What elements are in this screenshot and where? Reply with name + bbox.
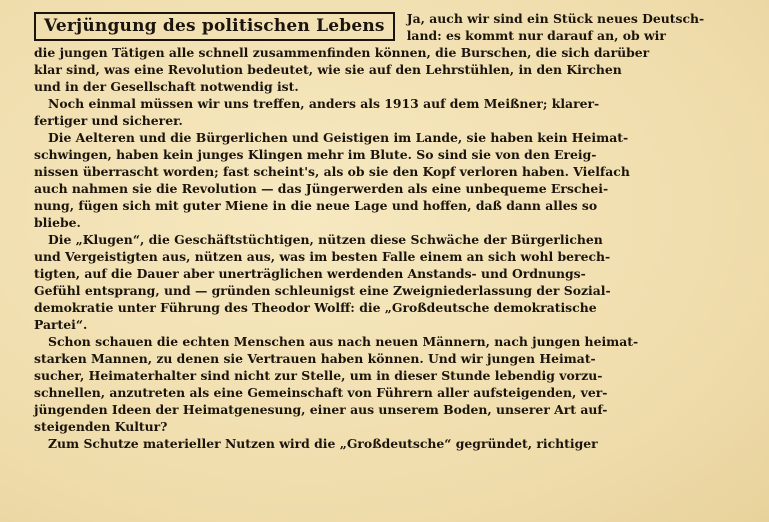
article-header xyxy=(34,10,743,44)
text-line: land: es kommt nur darauf an, ob wir xyxy=(406,28,666,43)
text-line: Zum Schutze materieller Nutzen wird die „Großdeutsche“ gegründet, richtiger xyxy=(48,436,598,451)
text-line: die jungen Tätigen alle schnell zusammenfinden können, die Burschen, die sich darüber xyxy=(34,45,650,60)
text-line: und Vergeistigten aus, nützen aus, was im besten Falle einem an sich wohl berech- xyxy=(34,249,611,264)
article-body xyxy=(34,44,743,452)
text-line: Ja, auch wir sind ein Stück neues Deutsch- xyxy=(406,11,705,26)
text-line: tigten, auf die Dauer aber unerträglichen werdenden Anstands- und Ordnungs- xyxy=(34,266,586,281)
text-line: sucher, Heimaterhalter sind nicht zur Stelle, um in dieser Stunde lebendig vorzu- xyxy=(34,368,603,383)
text-line: schwingen, haben kein junges Klingen mehr im Blute. So sind sie von den Ereig- xyxy=(34,147,597,162)
text-line: Die Aelteren und die Bürgerlichen und Geistigen im Lande, sie haben kein Heimat- xyxy=(48,130,629,145)
text-line: Gefühl entsprang, und — gründen schleunigst eine Zweigniederlassung der Sozial- xyxy=(34,283,611,298)
text-line: steigenden Kultur? xyxy=(34,419,168,434)
text-line: und in der Gesellschaft notwendig ist. xyxy=(34,79,299,94)
text-line: starken Mannen, zu denen sie Vertrauen haben können. Und wir jungen Heimat- xyxy=(34,351,596,366)
text-line: demokratie unter Führung des Theodor Wolff: die „Großdeutsche demokratische xyxy=(34,300,597,315)
text-line: Schon schauen die echten Menschen aus nach neuen Männern, nach jungen heimat- xyxy=(48,334,639,349)
text-line: Noch einmal müssen wir uns treffen, anders als 1913 auf dem Meißner; klarer- xyxy=(48,96,600,111)
text-line: fertiger und sicherer. xyxy=(34,113,183,128)
article-title: Verjüngung des politischen Lebens xyxy=(34,12,395,41)
text-line: Partei“. xyxy=(34,317,88,332)
text-line: klar sind, was eine Revolution bedeutet, wie sie auf den Lehrstühlen, in den Kirchen xyxy=(34,62,622,77)
text-line: auch nahmen sie die Revolution — das Jüngerwerden als eine unbequeme Erschei- xyxy=(34,181,609,196)
text-line: nung, fügen sich mit guter Miene in die neue Lage und hoffen, daß dann alles so xyxy=(34,198,598,213)
text-line: bliebe. xyxy=(34,215,81,230)
text-line: jüngenden Ideen der Heimatgenesung, einer aus unserem Boden, unserer Art auf- xyxy=(34,402,608,417)
header-paragraph xyxy=(407,10,743,44)
text-line: Die „Klugen“, die Geschäftstüchtigen, nützen diese Schwäche der Bürgerlichen xyxy=(48,232,603,247)
text-line: schnellen, anzutreten als eine Gemeinschaft von Führern aller aufsteigenden, ver- xyxy=(34,385,608,400)
text-line: nissen überrascht worden; fast scheint's, als ob sie den Kopf verloren haben. Vielfach xyxy=(34,164,630,179)
